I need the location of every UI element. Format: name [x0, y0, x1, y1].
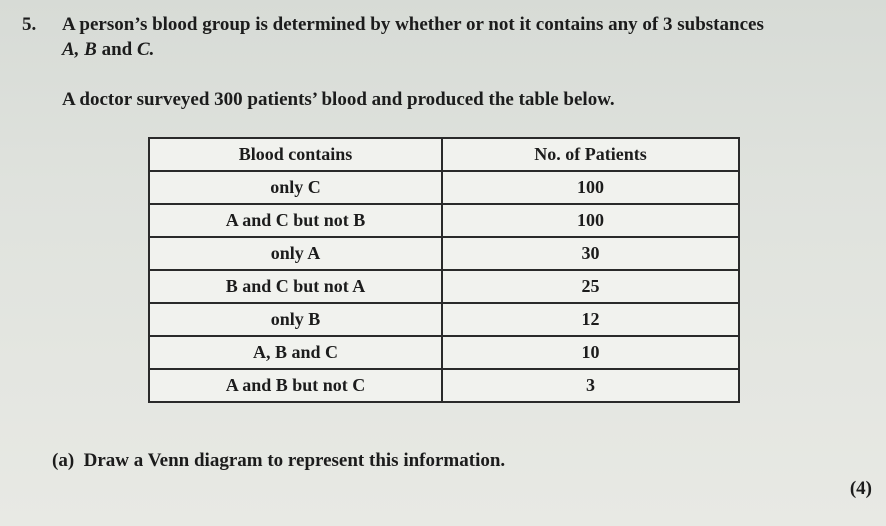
table-row — [149, 204, 739, 237]
blood-group-table — [148, 137, 740, 403]
row-label: A and C but not B — [149, 204, 442, 237]
table-row — [149, 237, 739, 270]
table-header-row — [149, 138, 739, 171]
question-line-1: A person’s blood group is determined by whether or not it contains any of 3 substances — [62, 14, 764, 35]
question-line-2 — [62, 39, 154, 61]
substance-conjunction: and — [96, 39, 137, 60]
part-a-text: Draw a Venn diagram to represent this information. — [83, 450, 506, 471]
row-label: only A — [149, 237, 442, 270]
substance-list: A, B — [62, 39, 97, 60]
table-row — [149, 171, 739, 204]
row-count: 3 — [442, 369, 739, 402]
row-label: B and C but not A — [149, 270, 442, 303]
row-count: 100 — [442, 204, 739, 237]
table-row — [149, 270, 739, 303]
row-count: 30 — [442, 237, 739, 270]
part-a-label: (a) — [52, 450, 75, 471]
row-label: A, B and C — [149, 336, 442, 369]
row-label: A and B but not C — [149, 369, 442, 402]
row-label: only B — [149, 303, 442, 336]
table-row — [149, 303, 739, 336]
table-row — [149, 336, 739, 369]
row-label: only C — [149, 171, 442, 204]
table-row — [149, 369, 739, 402]
part-a-prompt — [52, 450, 505, 472]
substance-last: C. — [137, 39, 155, 60]
survey-intro: A doctor surveyed 300 patients’ blood and produced the table below. — [62, 89, 615, 110]
row-count: 25 — [442, 270, 739, 303]
part-a-marks: (4) — [849, 478, 872, 499]
header-blood-contains: Blood contains — [149, 138, 442, 171]
header-no-of-patients: No. of Patients — [442, 138, 739, 171]
row-count: 100 — [442, 171, 739, 204]
row-count: 10 — [442, 336, 739, 369]
row-count: 12 — [442, 303, 739, 336]
question-number: 5. — [22, 14, 37, 35]
